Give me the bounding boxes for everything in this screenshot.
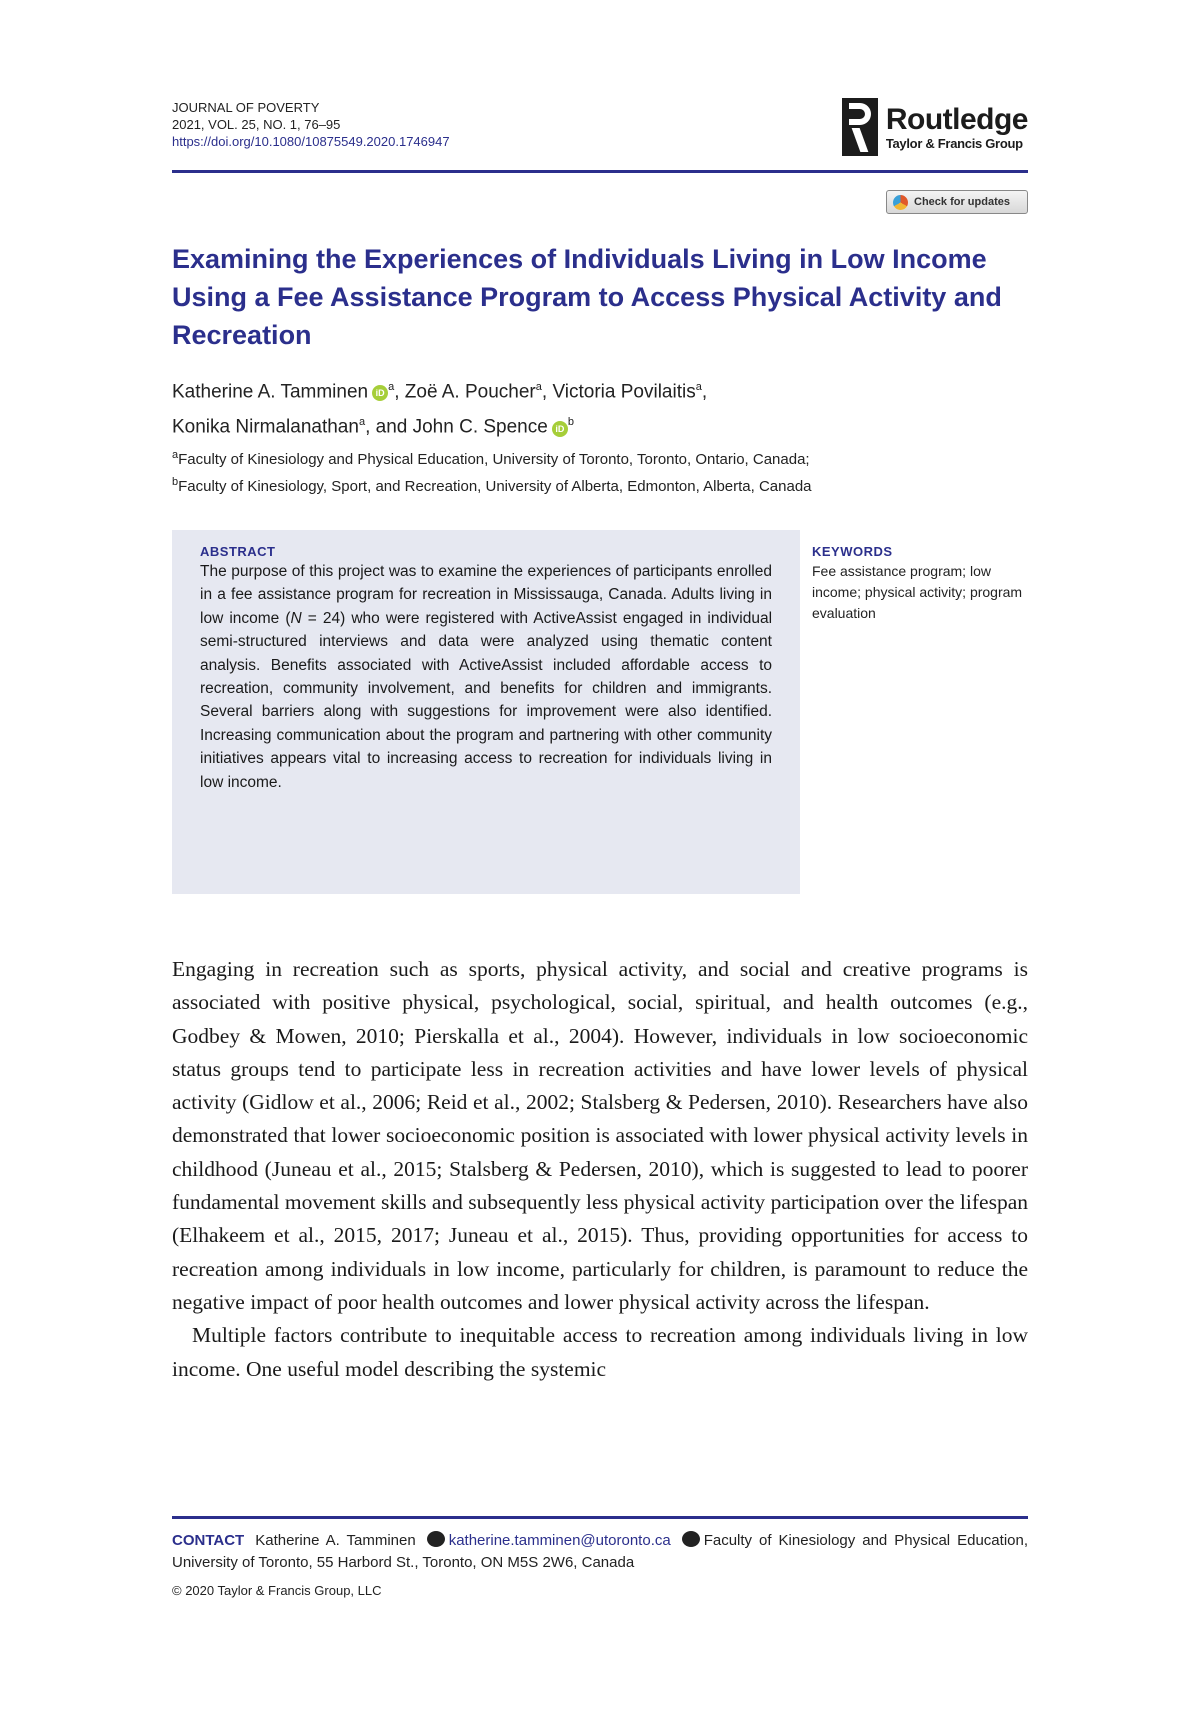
footer-divider	[172, 1516, 1028, 1519]
check-for-updates-button[interactable]	[886, 190, 1028, 214]
affiliation-marker: b	[567, 416, 574, 429]
author-name: , and John C. Spence	[365, 416, 548, 438]
author-separator: ,	[701, 381, 708, 403]
copyright: © 2020 Taylor & Francis Group, LLC	[172, 1583, 382, 1598]
keywords-heading: KEYWORDS	[812, 544, 893, 559]
affiliation-marker: a	[535, 381, 542, 393]
abstract-box	[172, 530, 800, 894]
orcid-icon[interactable]: iD	[552, 421, 568, 437]
affiliation-marker: a	[388, 381, 395, 393]
author-name: , Zoë A. Poucher	[394, 381, 536, 403]
abstract-heading: ABSTRACT	[200, 544, 276, 559]
article-title: Examining the Experiences of Individuals Living in Low Income Using a Fee Assistance Program to Access Physical Activity and Recreation	[172, 244, 1002, 350]
publisher-group: Taylor & Francis Group	[885, 135, 1023, 151]
affiliation-marker: a	[695, 381, 702, 393]
affiliations	[172, 444, 1032, 498]
publisher-logo	[842, 98, 1028, 156]
abstract-text-part: = 24) who were registered with ActiveAssist engaged in individual semi-structured interviews and data were analyzed using thematic content analysis. Benefits associated with ActiveAssist included affordable access to recreation, community involvement, and benefits for children and immigrants. Several barriers along with suggestions for improvement were also identified. Increasing communication about the program and partnering with other community initiatives appears vital to increasing access to recreation for individuals living in low income.	[200, 609, 773, 791]
author-name: Konika Nirmalanathan	[172, 416, 359, 438]
contact-name: Katherine A. Tamminen	[255, 1532, 416, 1549]
affiliation-a	[172, 444, 1032, 471]
contact-footnote	[172, 1530, 1028, 1574]
keywords-section	[812, 544, 1032, 624]
abstract-n-symbol: N	[290, 609, 302, 627]
journal-info	[172, 99, 450, 150]
check-for-updates-label: Check for updates	[914, 196, 1010, 208]
header-divider	[172, 170, 1028, 173]
contact-heading: CONTACT	[172, 1532, 245, 1549]
affiliation-marker: b	[172, 476, 179, 488]
journal-volume: 2021, VOL. 25, NO. 1, 76–95	[172, 117, 341, 132]
address-icon	[682, 1531, 700, 1547]
orcid-icon[interactable]: iD	[372, 385, 388, 401]
routledge-r-logo-icon	[842, 98, 878, 156]
body-paragraph-1: Engaging in recreation such as sports, physical activity, and social and creative programs is associated with positive physical, psychological, social, spiritual, and health outcomes (e.g., Godbey & Mowen, 2010; Pierskalla et al., 2004). However, individuals in low socioeconomic status groups tend to participate less in recreation activities and have lower levels of physical activity (Gidlow et al., 2006; Reid et al., 2002; Stalsberg & Pedersen, 2010). Researchers have also demonstrated that lower socioeconomic position is associated with lower physical activity levels in childhood (Juneau et al., 2015; Stalsberg & Pedersen, 2010), which is suggested to lead to poorer fundamental movement skills and subsequently less physical activity participation over the lifespan (Elhakeem et al., 2015, 2017; Juneau et al., 2015). Thus, providing opportunities for access to recreation among individuals in low income, particularly for children, is paramount to reduce the negative impact of poor health outcomes and lower physical activity across the lifespan.	[172, 957, 1028, 1314]
publisher-name: Routledge	[885, 102, 1028, 136]
affiliation-b	[172, 471, 1032, 498]
author-name: , Victoria Povilaitis	[541, 381, 696, 403]
affiliation-marker: a	[358, 416, 366, 429]
body-paragraph-2: Multiple factors contribute to inequitable access to recreation among individuals living in low income. One useful model describing the systemic	[172, 1323, 1028, 1381]
abstract-text	[200, 560, 772, 794]
abstract-text-part: The purpose of this project was to examine the experiences of participants enrolled in a fee assistance program for recreation in Mississauga, Canada. Adults living in low income (	[200, 563, 772, 627]
contact-email[interactable]: katherine.tamminen@utoronto.ca	[448, 1532, 671, 1549]
affiliation-text: Faculty of Kinesiology and Physical Education, University of Toronto, Toronto, Ontario, Canada;	[178, 451, 810, 468]
contact-address: Faculty of Kinesiology and Physical Education, University of Toronto, 55 Harbord St., Toronto, ON M5S 2W6, Canada	[172, 1532, 1029, 1571]
doi-link[interactable]: https://doi.org/10.1080/10875549.2020.1746947	[172, 134, 450, 149]
keywords-text: Fee assistance program; low income; physical activity; program evaluation	[812, 563, 1023, 621]
journal-name: JOURNAL OF POVERTY	[172, 100, 320, 115]
email-icon	[427, 1531, 445, 1547]
crossmark-icon	[893, 195, 908, 210]
author-list	[172, 372, 1032, 443]
affiliation-text: Faculty of Kinesiology, Sport, and Recreation, University of Alberta, Edmonton, Alberta, Canada	[178, 478, 812, 495]
author-name: Katherine A. Tamminen	[172, 381, 369, 403]
affiliation-marker: a	[172, 449, 179, 461]
body-text	[172, 953, 1028, 1386]
